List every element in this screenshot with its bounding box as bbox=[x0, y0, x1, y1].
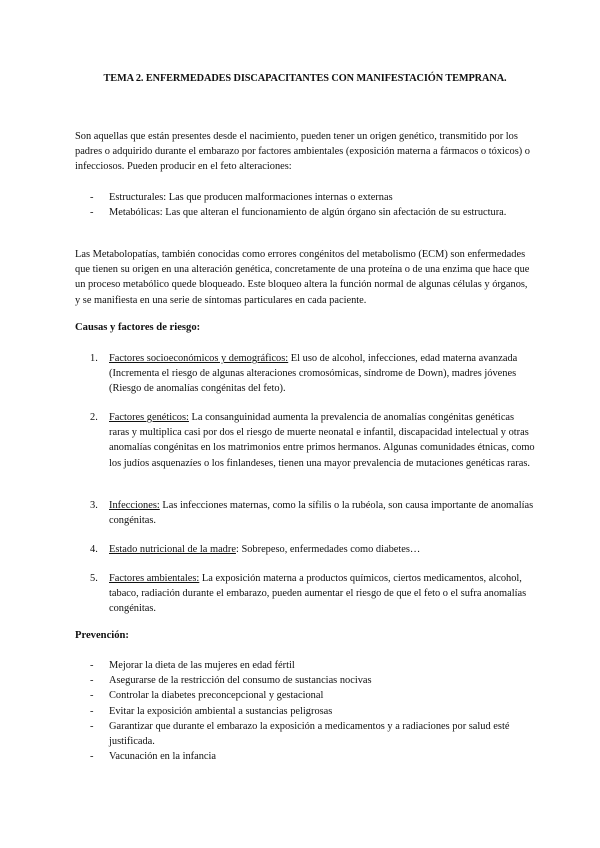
list-item: - Evitar la exposición ambiental a sustancias peligrosas bbox=[90, 705, 333, 717]
list-item: - Vacunación en la infancia bbox=[90, 751, 217, 763]
intro-paragraph: Son aquellas que están presentes desde el nacimiento, pueden tener un origen genético, transmitido por los padres o adquirido durante el embarazo por factores ambientales (exposición materna a fármacos o tóxicos) o infecciosos. Pueden producir en el feto alteraciones: bbox=[75, 131, 530, 173]
list-item: - Garantizar que durante el embarazo la exposición a medicamentos y a radiaciones por salud esté justificada. bbox=[90, 720, 510, 748]
metabolopatias-paragraph: Las Metabolopatías, también conocidas como errores congénitos del metabolismo (ECM) son enfermedades que tienen su origen en una alteración genética, concretamente de una proteína o de una enzima que hace que un proceso metabólico quede bloqueado. Este bloqueo altera la función normal de algunas células y órganos, y se manifiesta en una serie de síntomas particulares en cada paciente. bbox=[75, 249, 530, 306]
page-title: TEMA 2. ENFERMEDADES DISCAPACITANTES CON MANIFESTACIÓN TEMPRANA. bbox=[103, 73, 507, 84]
causa-item: 4. Estado nutricional de la madre: Sobrepeso, enfermedades como diabetes… bbox=[90, 544, 421, 555]
causa-item: 2. Factores genéticos: La consanguinidad aumenta la prevalencia de anomalías congénitas genéticas raras y multiplica casi por dos el riesgo de muerte neonatal e infantil, discapacidad intelectual y otras anomalías congénitas en los matrimonios entre primos hermanos. Algunas comunidades étnicas, como los judíos asquenazíes o los finlandeses, tienen una mayor prevalencia de mutaciones genéticas raras. bbox=[90, 412, 535, 469]
list-item: - Controlar la diabetes preconcepcional y gestacional bbox=[90, 690, 324, 702]
prevencion-list bbox=[75, 658, 535, 764]
causa-item: 1. Factores socioeconómicos y demográficos: El uso de alcohol, infecciones, edad materna avanzada (Incrementa el riesgo de algunas alteraciones cromosómicas, síndrome de Down), madres jóvenes (Riesgo de anomalías congénitas del feto). bbox=[90, 353, 518, 395]
causa-item: 3. Infecciones: Las infecciones maternas, como la sífilis o la rubéola, son causa importante de anomalías congénitas. bbox=[90, 500, 534, 527]
alteraciones-list bbox=[75, 190, 535, 220]
causa-item: 5. Factores ambientales: La exposición materna a productos químicos, ciertos medicamentos, alcohol, tabaco, radiación durante el embarazo, pueden aumentar el riesgo de que el feto o el sufra anomalías congénitas. bbox=[90, 573, 527, 615]
prevencion-heading: Prevención: bbox=[75, 630, 129, 641]
list-item: - Asegurarse de la restricción del consumo de sustancias nocivas bbox=[90, 675, 372, 687]
list-item: - Mejorar la dieta de las mujeres en edad fértil bbox=[90, 660, 295, 671]
list-item: - Estructurales: Las que producen malformaciones internas o externas bbox=[90, 192, 393, 203]
causas-heading: Causas y factores de riesgo: bbox=[75, 322, 201, 333]
list-item: - Metabólicas: Las que alteran el funcionamiento de algún órgano sin afectación de su estructura. bbox=[90, 207, 507, 219]
